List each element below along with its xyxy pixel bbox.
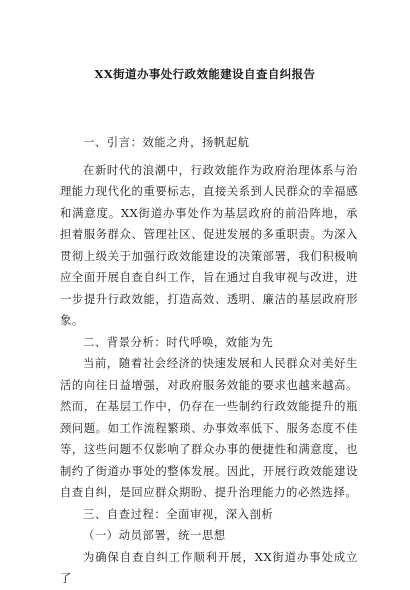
section-3-1-heading: （一）动员部署，统一思想 (83, 529, 226, 542)
document-title: XX街道办事处行政效能建设自查自纠报告 (94, 67, 316, 81)
section-1-paragraph: 在新时代的浪潮中，行政效能作为政府治理体系与治理能力现代化的重要标志，直接关系到人民群众的幸福感和满意度。XX街道办事处作为基层政府的前沿阵地，承担着服务群众、管理社区、促进发展的多重职责。为深入贯彻上级关于加强行政效能建设的决策部署，我们积极响应全面开展自查自纠工作，旨在通过自我审视与改进，进一步提升行政效能，打造高效、透明、廉洁的基层政府形象。 (60, 163, 358, 327)
section-2-paragraph: 当前，随着社会经济的快速发展和人民群众对美好生活的向往日益增强，对政府服务效能的要求也越来越高。然而，在基层工作中，仍存在一些制约行政效能提升的瓶颈问题。如工作流程繁琐、办事效率低下、服务态度不佳等，这些问题不仅影响了群众办事的便捷性和满意度，也制约了街道办事处的整体发展。因此，开展行政效能建设自查自纠，是回应群众期盼、提升治理能力的必然选择。 (60, 357, 358, 499)
document-body (60, 132, 358, 590)
section-3-heading: 三、自查过程：全面审视，深入剖析 (83, 507, 274, 521)
section-2-heading: 二、背景分析：时代呼唤，效能为先 (83, 335, 274, 349)
section-3-1-paragraph: 为确保自查自纠工作顺利开展，XX街道办事处成立了 (60, 550, 358, 585)
section-1-heading: 一、引言：效能之舟，扬帆起航 (83, 136, 250, 149)
